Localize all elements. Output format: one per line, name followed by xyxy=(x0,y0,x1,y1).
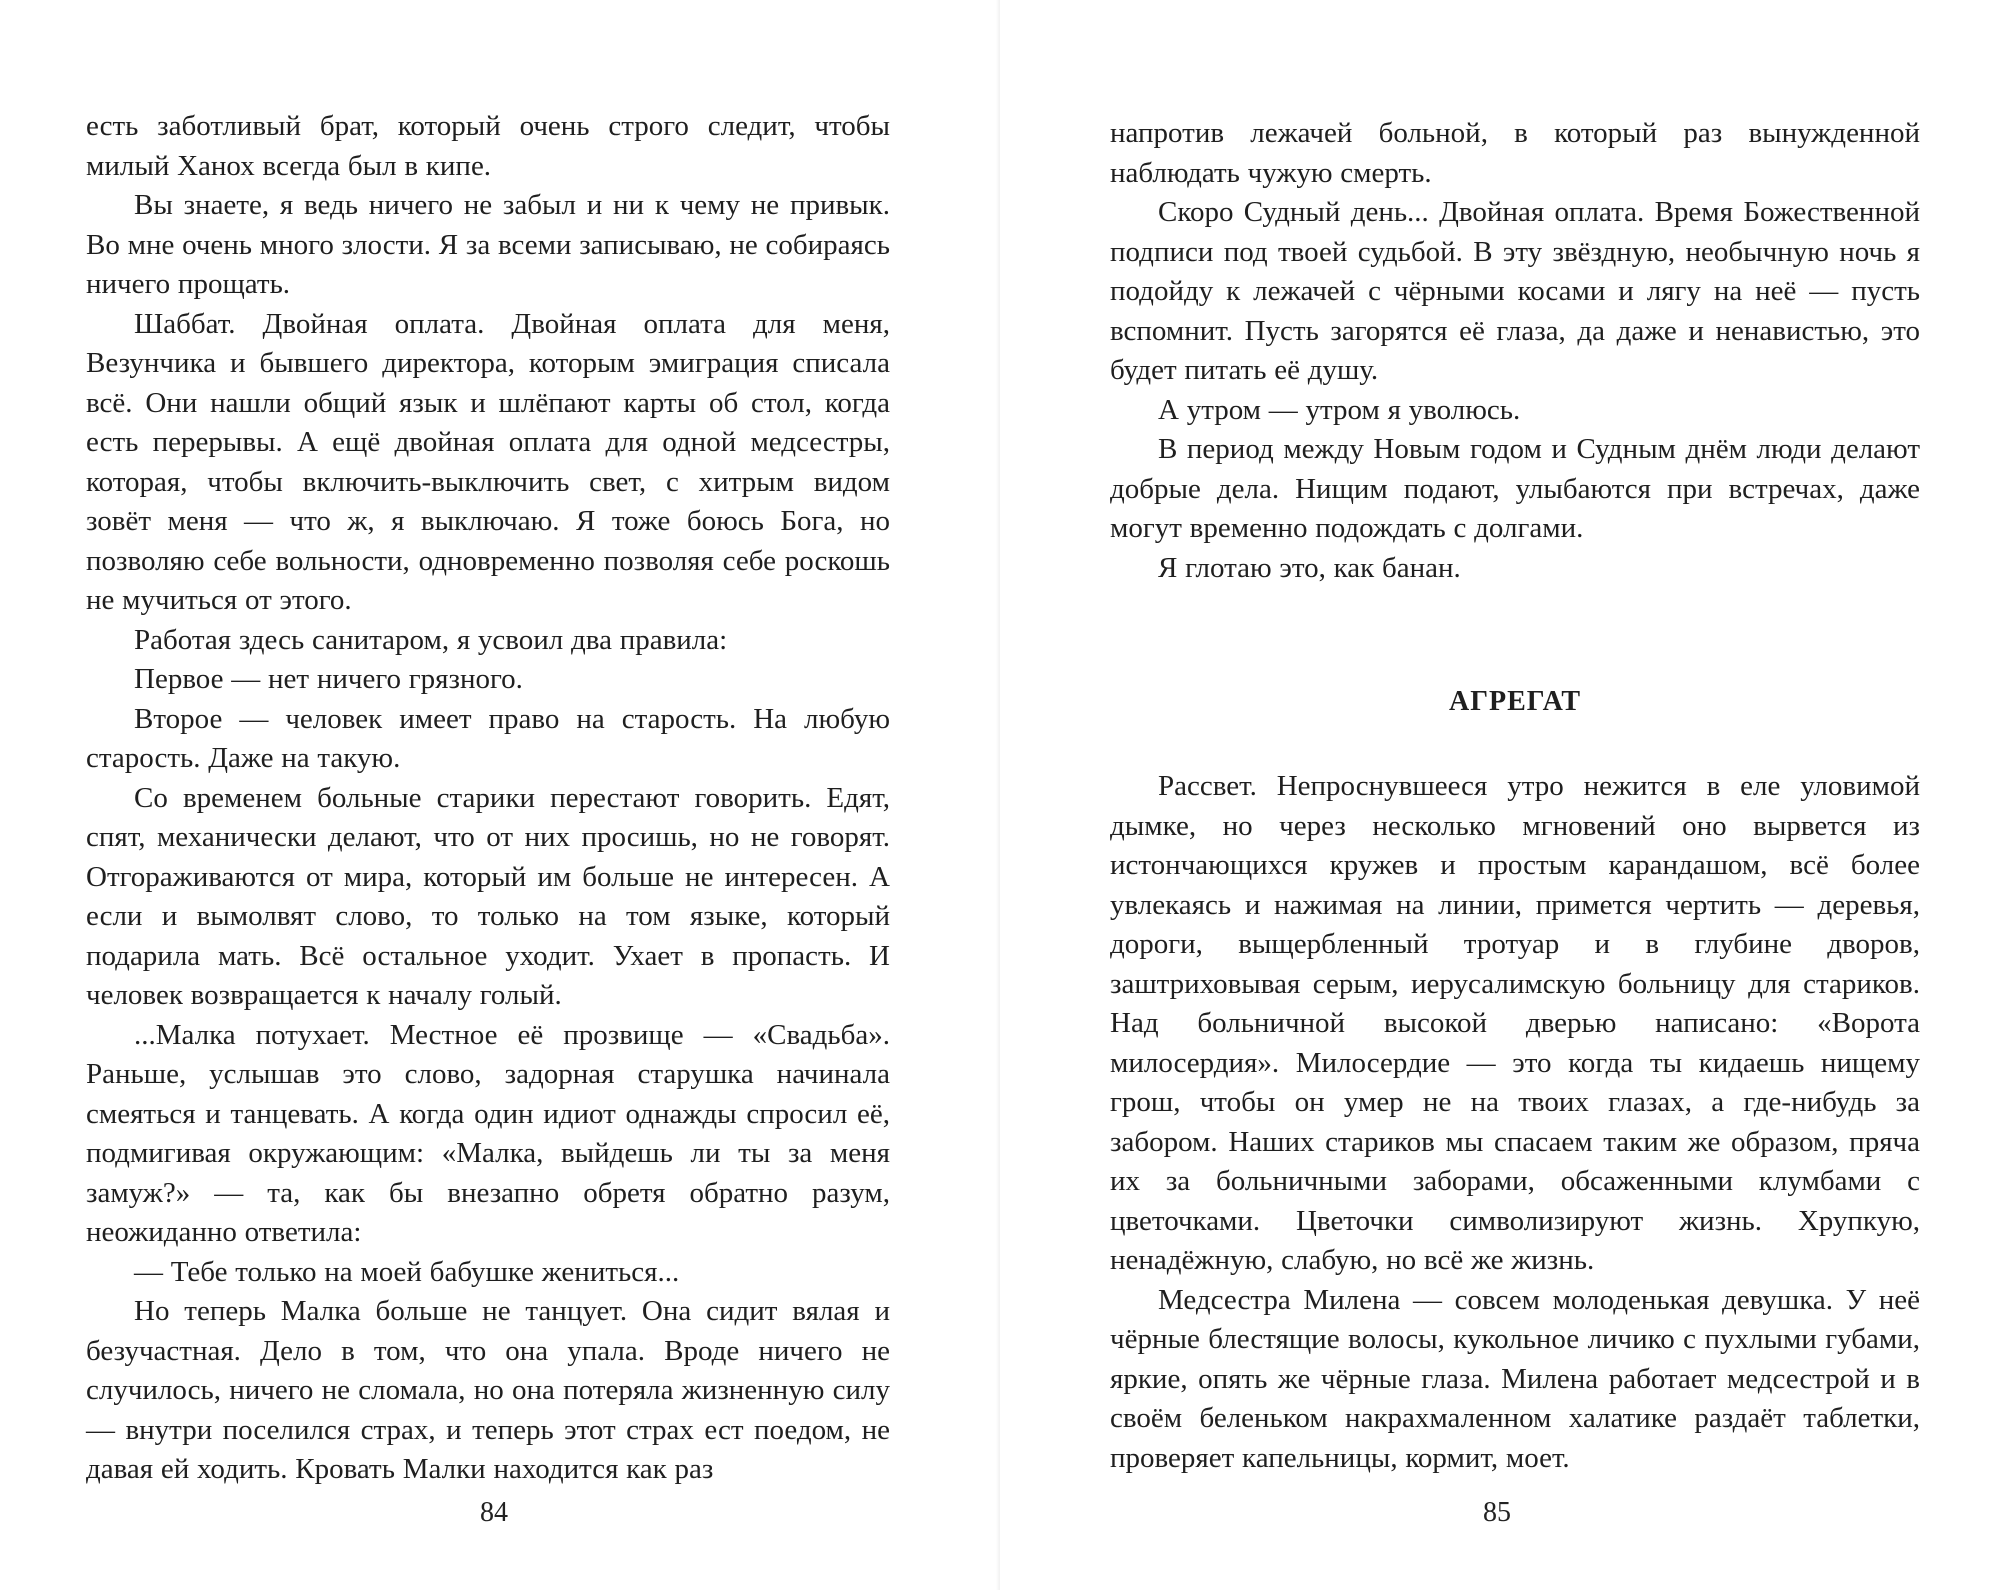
paragraph: Шаббат. Двойная оплата. Двойная оплата для меня, Везунчика и бывшего директора, которым эмиграция списала всё. Они нашли общий язык и шлёпают карты об стол, когда есть перерывы. А ещё двойная оплата для одной медсестры, которая, чтобы включить-выключить свет, с хитрым видом зовёт меня — что ж, я выключаю. Я тоже боюсь Бога, но позволяю себе вольности, одновременно позволяя себе роскошь не мучиться от этого. xyxy=(86,307,890,616)
paragraph: — Тебе только на моей бабушке жениться... xyxy=(134,1255,680,1288)
right-page-text-top xyxy=(1110,114,1920,588)
chapter-title: АГРЕГАТ xyxy=(1448,686,1581,717)
page-number-right: 85 xyxy=(1483,1497,1511,1528)
paragraph: Работая здесь санитаром, я усвоил два правила: xyxy=(134,623,728,656)
page-number-left: 84 xyxy=(480,1497,508,1528)
paragraph: ...Малка потухает. Местное её прозвище — «Свадьба». Раньше, услышав это слово, задорная старушка начинала смеяться и танцевать. А когда один идиот однажды спросил её, подмигивая окружающим: «Малка, выйдешь ли ты за меня замуж?» — та, как бы внезапно обретя обратно разум, неожиданно ответила: xyxy=(86,1018,890,1248)
paragraph: Вы знаете, я ведь ничего не забыл и ни к чему не привык. Во мне очень много злости. Я за всеми записываю, не собираясь ничего прощать. xyxy=(86,189,890,300)
paragraph: Я глотаю это, как банан. xyxy=(1158,551,1461,584)
paragraph: Рассвет. Непроснувшееся утро нежится в еле уловимой дымке, но через несколько мгновений оно вырвется из истончающихся кружев и простым карандашом, всё более увлекаясь и нажимая на линии, примется чертить — деревья, дороги, выщербленный тротуар и в глубине дворов, заштриховывая серым, иерусалимскую больницу для стариков. Над больничной высокой дверью написано: «Ворота милосердия». Милосердие — это когда ты кидаешь нищему грош, чтобы он умер не на твоих глазах, а где-нибудь за забором. Наших стариков мы спасаем таким же образом, пряча их за больничными заборами, обсаженными клумбами с цветочками. Цветочки символизируют жизнь. Хрупкую, ненадёжную, слабую, но всё же жизнь. xyxy=(1110,770,1920,1276)
paragraph: В период между Новым годом и Судным днём люди делают добрые дела. Нищим подают, улыбаются при встречах, даже могут временно подождать с долгами. xyxy=(1110,433,1920,544)
paragraph: есть заботливый брат, который очень строго следит, чтобы милый Ханох всегда был в кипе. xyxy=(86,110,890,182)
paragraph: Скоро Судный день... Двойная оплата. Время Божественной подписи под твоей судьбой. В эту звёздную, необычную ночь я подойду к лежачей с чёрными косами и лягу на неё — пусть вспомнит. Пусть загорятся её глаза, да даже и ненавистью, это будет питать её душу. xyxy=(1110,196,1920,386)
paragraph: Но теперь Малка больше не танцует. Она сидит вялая и безучастная. Дело в том, что она упала. Вроде ничего не случилось, ничего не сломала, но она потеряла жизненную силу — внутри поселился страх, и теперь этот страх ест поедом, не давая ей ходить. Кровать Малки находится как раз xyxy=(86,1295,890,1485)
paragraph: А утром — утром я уволюсь. xyxy=(1158,393,1521,426)
left-page-text xyxy=(86,107,890,1490)
paragraph: Медсестра Милена — совсем молоденькая девушка. У неё чёрные блестящие волосы, кукольное личико с пухлыми губами, яркие, опять же чёрные глаза. Милена работает медсестрой и в своём беленьком накрахмаленном халатике раздаёт таблетки, проверяет капельницы, кормит, моет. xyxy=(1110,1283,1920,1474)
right-page-text-bottom xyxy=(1110,767,1920,1478)
paragraph: Со временем больные старики перестают говорить. Едят, спят, механически делают, что от них просишь, но не говорят. Отгораживаются от мира, который им больше не интересен. А если и вымолвят слово, то только на том языке, который подарила мать. Всё остальное уходит. Ухает в пропасть. И человек возвращается к началу голый. xyxy=(86,781,890,1011)
right-page xyxy=(1000,0,2000,1590)
paragraph: Первое — нет ничего грязного. xyxy=(134,663,523,695)
paragraph: Второе — человек имеет право на старость. На любую старость. Даже на такую. xyxy=(86,702,890,774)
paragraph: напротив лежачей больной, в который раз вынужденной наблюдать чужую смерть. xyxy=(1110,117,1920,189)
